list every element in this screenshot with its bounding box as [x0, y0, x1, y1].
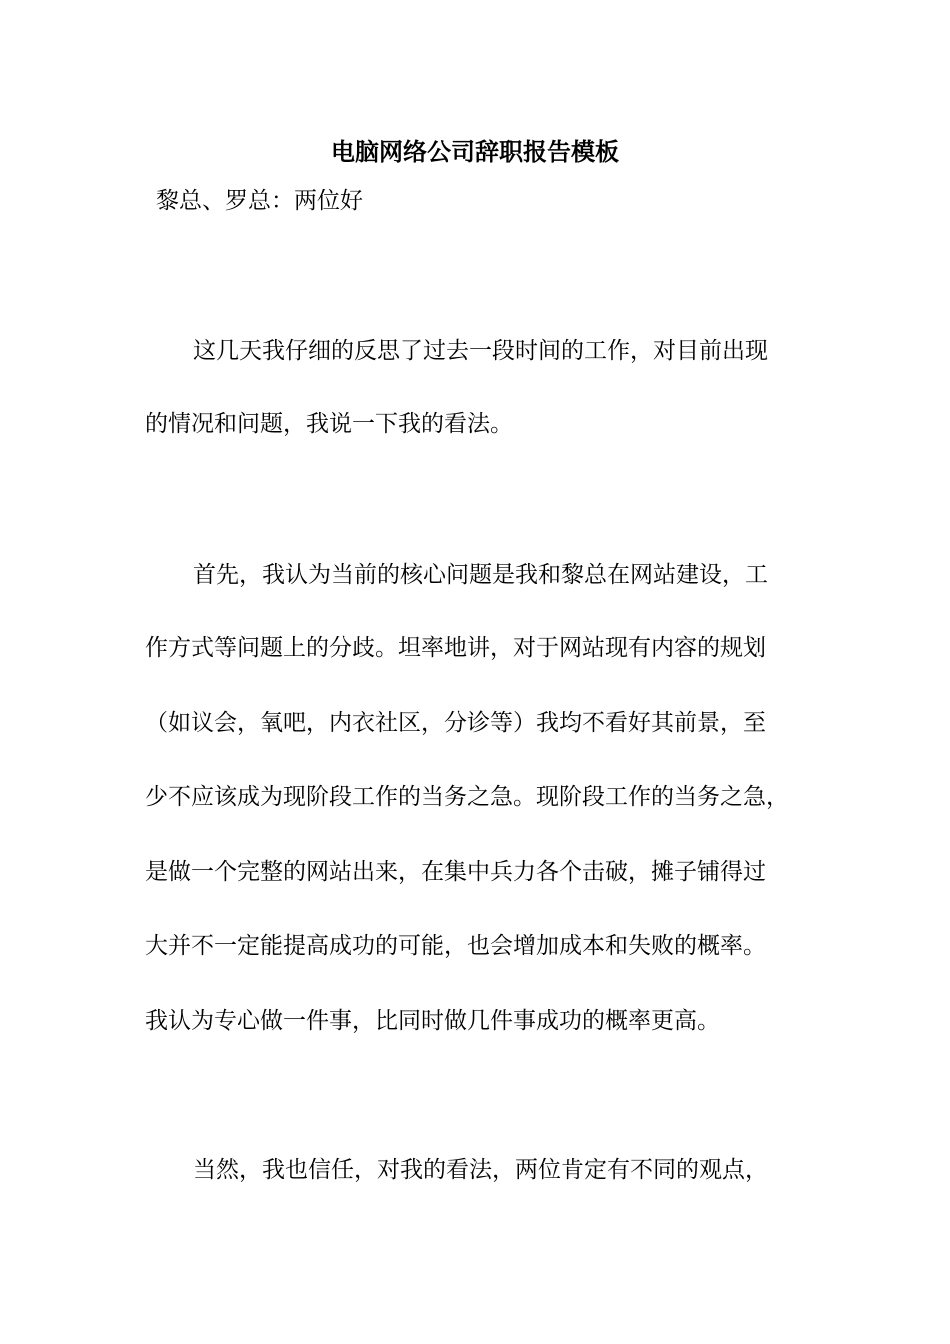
paragraph-2-line-6: 大并不一定能提高成功的可能，也会增加成本和失败的概率。 [145, 933, 766, 959]
paragraph-2-line-7: 我认为专心做一件事，比同时做几件事成功的概率更高。 [145, 1008, 720, 1034]
paragraph-2-line-5: 是做一个完整的网站出来，在集中兵力各个击破，摊子铺得过 [145, 859, 766, 885]
paragraph-3-line-1: 当然，我也信任，对我的看法，两位肯定有不同的观点， [193, 1157, 768, 1183]
document-title: 电脑网络公司辞职报告模板 [331, 137, 619, 166]
paragraph-2-line-3: （如议会，氧吧，内衣社区，分诊等）我均不看好其前景，至 [145, 710, 766, 736]
salutation: 黎总、罗总：两位好 [156, 188, 363, 214]
paragraph-1-line-1: 这几天我仔细的反思了过去一段时间的工作，对目前出现 [193, 338, 768, 364]
paragraph-2-line-4: 少不应该成为现阶段工作的当务之急。现阶段工作的当务之急， [145, 784, 789, 810]
paragraph-2-line-2: 作方式等问题上的分歧。坦率地讲，对于网站现有内容的规划 [145, 635, 766, 661]
paragraph-1-line-2: 的情况和问题，我说一下我的看法。 [145, 411, 513, 437]
paragraph-2-line-1: 首先，我认为当前的核心问题是我和黎总在网站建设，工 [193, 562, 768, 588]
